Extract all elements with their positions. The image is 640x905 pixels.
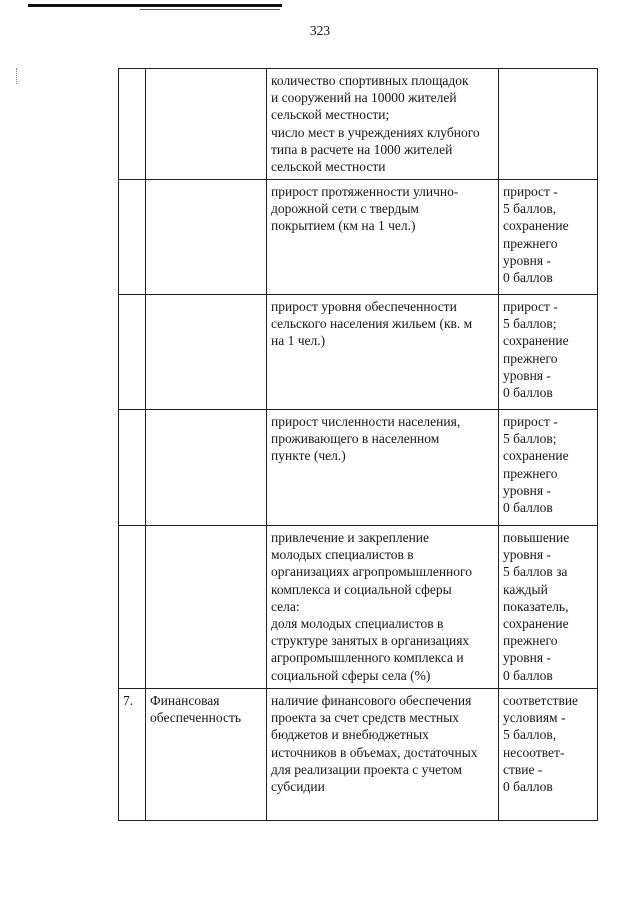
indicator-line: организациях агропромышленного [271, 564, 472, 580]
criterion-name-cell [146, 526, 267, 689]
score-line: показатель, [503, 598, 569, 614]
score-cell [499, 689, 598, 821]
score-cell [499, 180, 598, 295]
score-line: несоответ- [503, 744, 565, 760]
indicator-line: комплекса и социальной сферы [271, 581, 452, 597]
score-line: прирост - [503, 299, 558, 314]
page-number: 323 [309, 23, 331, 38]
score-line: уровня - [503, 252, 551, 268]
score-line: 5 баллов за [503, 564, 568, 580]
scan-artifact-marks [16, 68, 19, 84]
indicator-line: типа в расчете на 1000 жителей [271, 141, 453, 157]
score-line: прирост - [503, 184, 558, 199]
indicator-line: для реализации проекта с учетом [271, 761, 462, 777]
indicator-line: доля молодых специалистов в [271, 616, 444, 632]
score-line: условиям - [503, 710, 566, 726]
score-line: прежнего [503, 235, 558, 251]
score-cell [499, 526, 598, 689]
indicator-line: количество спортивных площадок [271, 73, 469, 88]
indicator-cell [267, 689, 499, 821]
score-line: сохранение [503, 448, 569, 464]
row-number-cell [119, 295, 146, 410]
row-number-cell [119, 69, 146, 180]
score-cell [499, 69, 598, 180]
criterion-name-cell [146, 295, 267, 410]
indicator-line: прирост уровня обеспеченности [271, 299, 457, 314]
score-line: 5 баллов; [503, 316, 557, 332]
scan-artifact-line-thin [140, 9, 280, 10]
score-line: 0 баллов [503, 500, 553, 516]
row-number-cell: 7. [119, 689, 146, 821]
row-number-cell [119, 410, 146, 526]
score-line: сохранение [503, 218, 569, 234]
score-line: 0 баллов [503, 667, 553, 683]
score-line: 5 баллов, [503, 727, 557, 743]
indicator-line: сельской местности [271, 159, 386, 175]
table-row [119, 69, 598, 180]
row-number-cell [119, 180, 146, 295]
indicator-cell [267, 526, 499, 689]
indicator-cell [267, 180, 499, 295]
indicator-line: прирост численности населения, [271, 414, 461, 429]
indicator-line: сельского населения жильем (кв. м [271, 316, 473, 332]
table-row [119, 295, 598, 410]
score-line: повышение [503, 530, 570, 545]
score-line: каждый [503, 581, 548, 597]
score-line: уровня - [503, 650, 551, 666]
indicator-line: сельской местности; [271, 107, 390, 123]
indicator-line: привлечение и закрепление [271, 530, 430, 545]
criteria-table [118, 68, 598, 821]
score-line: прежнего [503, 350, 558, 366]
indicator-line: покрытием (км на 1 чел.) [271, 218, 416, 234]
row-number-cell [119, 526, 146, 689]
table-row [119, 410, 598, 526]
indicator-cell [267, 295, 499, 410]
indicator-line: агропромышленного комплекса и [271, 650, 464, 666]
score-line: 0 баллов [503, 385, 553, 401]
indicator-line: социальной сферы села (%) [271, 667, 431, 683]
indicator-line: дорожной сети с твердым [271, 201, 419, 217]
score-line: сохранение [503, 616, 569, 632]
table-row [119, 180, 598, 295]
indicator-cell [267, 69, 499, 180]
scan-artifact-line [28, 4, 282, 7]
table-row [119, 526, 598, 689]
indicator-line: бюджетов и внебюджетных [271, 727, 429, 743]
indicator-line: на 1 чел.) [271, 333, 326, 349]
indicator-line: пункте (чел.) [271, 448, 346, 464]
indicator-line: субсидии [271, 779, 325, 795]
criterion-name-cell [146, 410, 267, 526]
score-line: 0 баллов [503, 270, 553, 286]
indicator-line: проживающего в населенном [271, 431, 440, 447]
score-cell [499, 295, 598, 410]
indicator-line: источников в объемах, достаточных [271, 744, 478, 760]
score-line: 5 баллов, [503, 201, 557, 217]
indicator-line: молодых специалистов в [271, 547, 414, 563]
score-line: уровня - [503, 482, 551, 498]
indicator-line: села: [271, 598, 300, 614]
criterion-name-cell [146, 180, 267, 295]
score-line: сохранение [503, 333, 569, 349]
score-cell [499, 410, 598, 526]
indicator-line: структуре занятых в организациях [271, 633, 470, 649]
indicator-line: наличие финансового обеспечения [271, 693, 472, 708]
indicator-line: число мест в учреждениях клубного [271, 124, 480, 140]
indicator-cell [267, 410, 499, 526]
criterion-name-cell: Финансовая обеспеченность [146, 689, 267, 821]
score-line: прежнего [503, 633, 558, 649]
indicator-line: прирост протяженности улично- [271, 184, 459, 199]
score-line: 5 баллов; [503, 431, 557, 447]
indicator-line: и сооружений на 10000 жителей [271, 90, 457, 106]
score-line: прежнего [503, 465, 558, 481]
criterion-name-cell [146, 69, 267, 180]
score-line: соответствие [503, 693, 579, 708]
score-line: ствие - [503, 761, 543, 777]
score-line: уровня - [503, 367, 551, 383]
table-row [119, 689, 598, 821]
score-line: 0 баллов [503, 779, 553, 795]
score-line: прирост - [503, 414, 558, 429]
indicator-line: проекта за счет средств местных [271, 710, 460, 726]
score-line: уровня - [503, 547, 551, 563]
